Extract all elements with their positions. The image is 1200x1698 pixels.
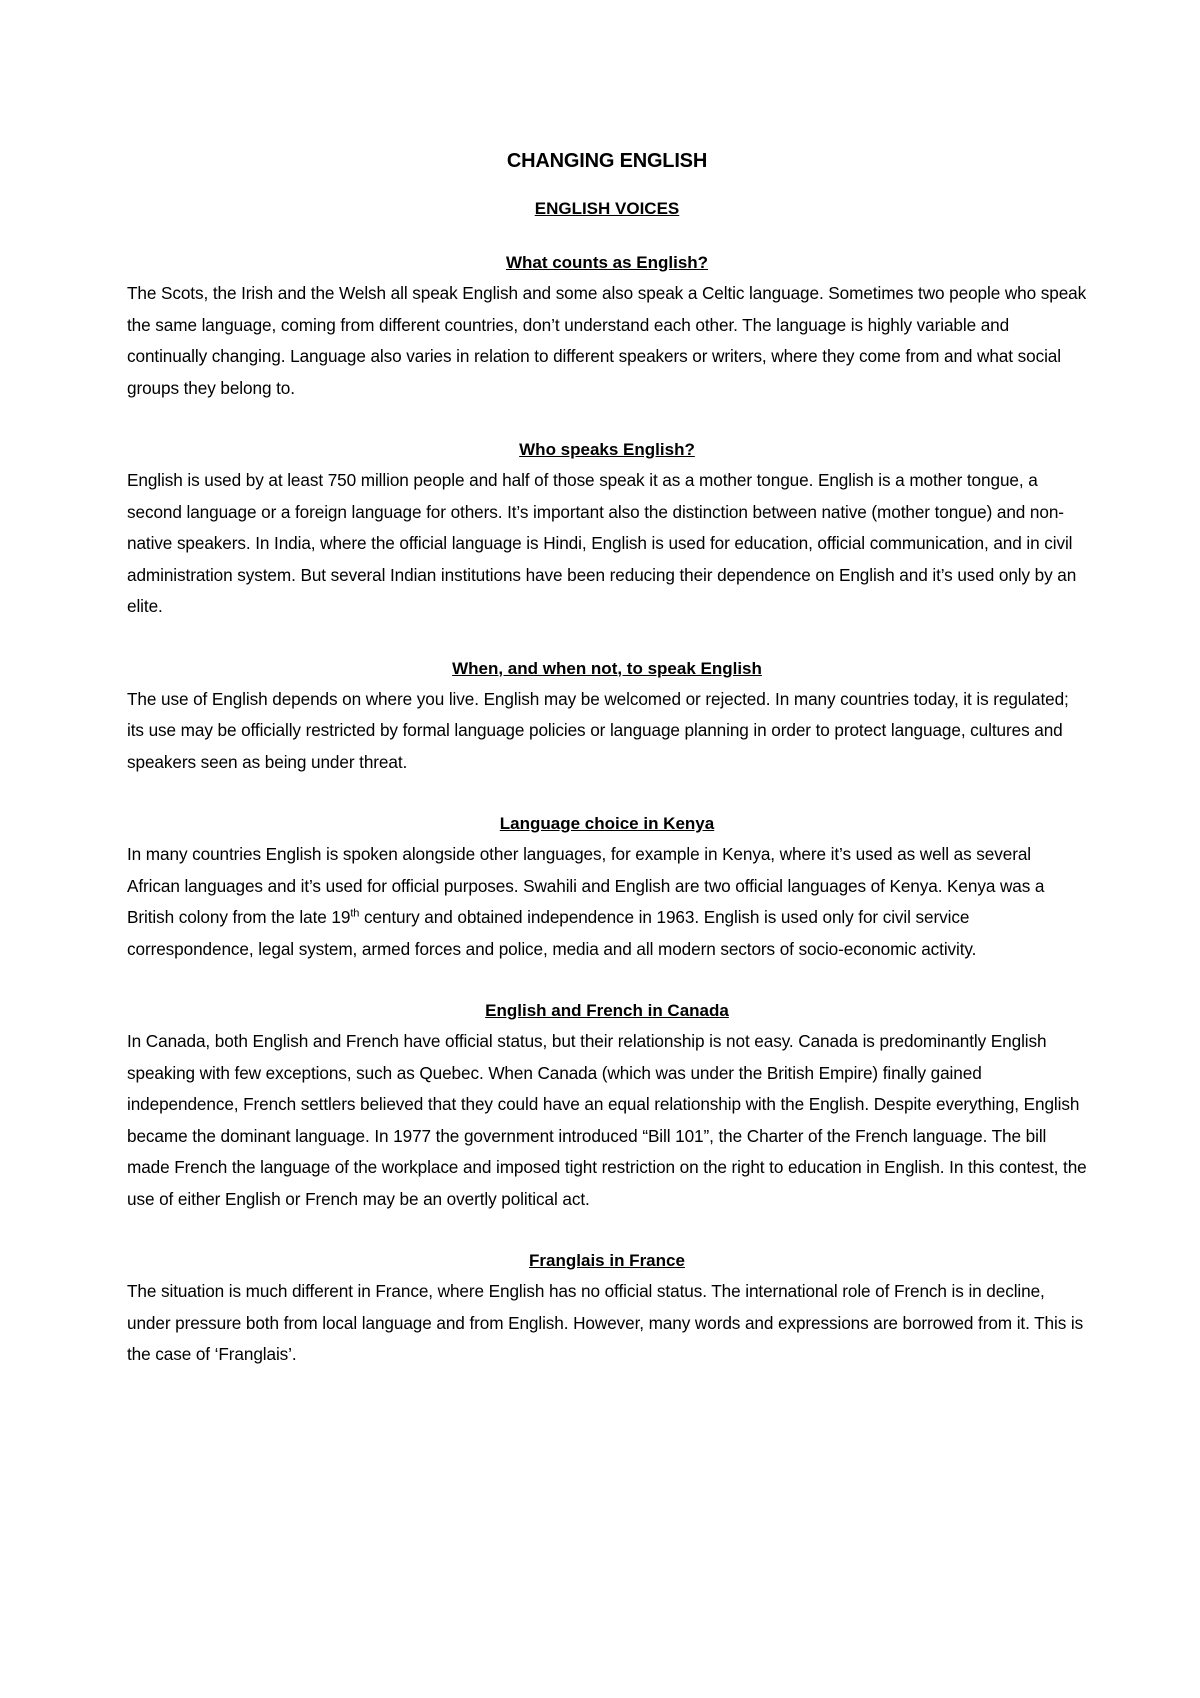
section-heading: Franglais in France [529, 1251, 685, 1270]
section-body: In Canada, both English and French have official status, but their relationship is not easy. Canada is predominantly English speaking with few exceptions, such as Quebec. When Canada (which was under the British Empire) finally gained independence, French settlers believed that they could have an equal relationship with the English. Despite everything, English became the dominant language. In 1977 the government introduced “Bill 101”, the Charter of the French language. The bill made French the language of the workplace and imposed tight restriction on the right to education in English. In this contest, the use of either English or French may be an overtly political act. [127, 1031, 1087, 1209]
section-canada [127, 995, 1087, 1215]
section-franglais [127, 1245, 1087, 1371]
section-body: The use of English depends on where you live. English may be welcomed or rejected. In many countries today, it is regulated; its use may be officially restricted by formal language policies or language planning in order to protect language, cultures and speakers seen as being under threat. [127, 688, 1069, 772]
section-heading: Who speaks English? [519, 440, 695, 459]
section-who-speaks [127, 434, 1087, 623]
section-body-text: In many countries English is spoken alongside other languages, for example in Kenya, where it’s used as well as several African languages and it’s used for official purposes. Swahili and English are two official languages of Kenya. Kenya was a British colony from the late 19 [127, 844, 1045, 927]
ordinal-suffix: th [350, 907, 360, 920]
document-subtitle: ENGLISH VOICES [534, 199, 680, 218]
document-title: CHANGING ENGLISH [506, 150, 708, 172]
section-body-text: century and obtained independence in 1963. English is used only for civil service correspondence, legal system, armed forces and police, media and all modern sectors of socio-economic activity. [127, 907, 977, 959]
section-body: English is used by at least 750 million people and half of those speak it as a mother tongue. English is a mother tongue, a second language or a foreign language for others. It’s important also the distinction between native (mother tongue) and non- native speakers. In India, where the official language is Hindi, English is used for education, official communication, and in civil administration system. But several Indian institutions have been reducing their dependence on English and it’s used only by an elite. [127, 470, 1077, 616]
section-what-counts [127, 247, 1087, 404]
section-when-to-speak [127, 653, 1087, 779]
section-heading: Language choice in Kenya [499, 814, 715, 833]
section-heading: What counts as English? [505, 253, 709, 272]
section-kenya [127, 808, 1087, 965]
section-body: The situation is much different in France, where English has no official status. The international role of French is in decline, under pressure both from local language and from English. However, many words and expressions are borrowed from it. This is the case of ‘Franglais’. [127, 1281, 1084, 1364]
section-heading: When, and when not, to speak English [452, 658, 762, 678]
section-heading: English and French in Canada [485, 1001, 729, 1020]
document-content [127, 148, 1087, 1401]
section-body: The Scots, the Irish and the Welsh all speak English and some also speak a Celtic language. Sometimes two people who speak the same language, coming from different countries, don’t understand each other. The language is highly variable and continually changing. Language also varies in relation to different speakers or writers, where they come from and what social groups they belong to. [127, 283, 1087, 398]
section-body [127, 839, 1087, 965]
